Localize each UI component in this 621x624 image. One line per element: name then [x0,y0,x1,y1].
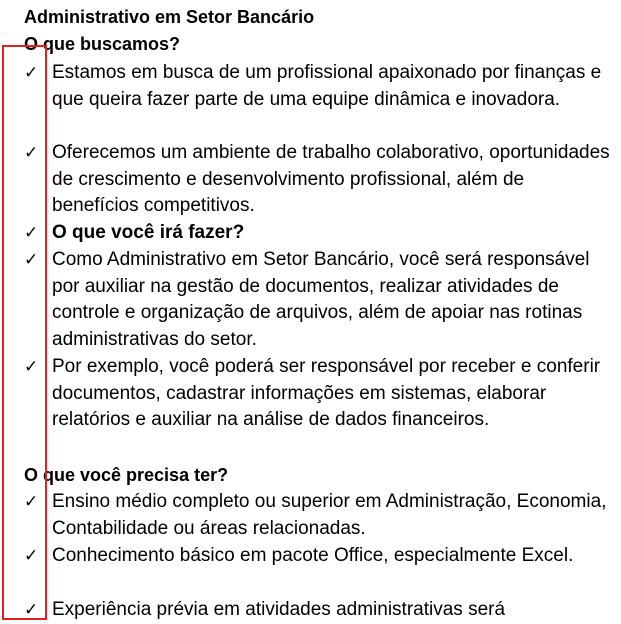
list-item-text: Como Administrativo em Setor Bancário, você será responsável por auxiliar na gestão de documentos, realizar atividades de controle e organização de arquivos, além de apoiar nas rotinas administrativas do setor. [52,249,590,350]
checkmark-icon: ✓ [24,492,39,512]
checkmark-icon: ✓ [24,546,39,566]
section-heading-what-we-seek: O que buscamos? [24,34,181,54]
list-item-subheading [24,220,614,247]
list-item [24,489,614,542]
checkmark-icon: ✓ [24,63,39,83]
section-heading-what-you-will-do: O que você irá fazer? [52,222,245,243]
list-item-text: Ensino médio completo ou superior em Administração, Economia, Contabilidade ou áreas relacionadas. [52,491,607,539]
list-item [24,60,614,113]
list-item-text: Conhecimento básico em pacote Office, especialmente Excel. [52,545,574,566]
list-item [24,140,614,220]
checkmark-icon: ✓ [24,250,39,270]
section-heading-requirements: O que você precisa ter? [24,465,229,485]
list-item [24,247,614,353]
checkmark-icon: ✓ [24,600,39,620]
checkmark-icon: ✓ [24,357,39,377]
list-item [24,354,614,434]
list-item [24,597,614,624]
document-title: Administrativo em Setor Bancário [24,7,315,27]
checkmark-icon: ✓ [24,223,39,243]
list-item-text: Oferecemos um ambiente de trabalho colaborativo, oportunidades de crescimento e desenvolvimento profissional, além de benefícios competitivos. [52,142,610,216]
list-item-text: Por exemplo, você poderá ser responsável por receber e conferir documentos, cadastrar informações em sistemas, elaborar relatórios e auxiliar na análise de dados financeiros. [52,356,601,430]
list-item-text: Experiência prévia em atividades administrativas será [52,599,506,620]
checkmark-icon: ✓ [24,143,39,163]
list-item-text: Estamos em busca de um profissional apaixonado por finanças e que queira fazer parte de uma equipe dinâmica e inovadora. [52,62,602,110]
list-item [24,543,614,570]
